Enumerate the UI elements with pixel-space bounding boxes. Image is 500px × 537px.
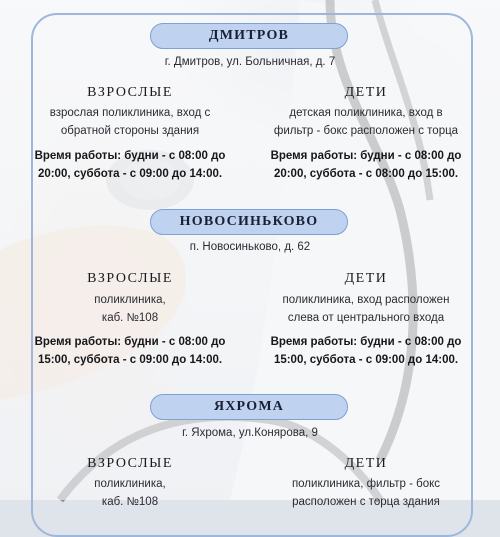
hours-line: 15:00, суббота - с 09:00 до 14:00. xyxy=(273,354,459,366)
note-line: поликлиника, фильтр - бокс xyxy=(291,478,441,490)
hours-line: Время работы: будни - с 08:00 до xyxy=(270,150,462,162)
section-title-dmitrov: ДМИТРОВ xyxy=(150,23,348,49)
note-line: детская поликлиника, вход в xyxy=(289,107,443,119)
hours-line: Время работы: будни - с 08:00 до xyxy=(34,336,226,348)
adults-hours xyxy=(20,333,240,369)
kids-hours xyxy=(256,333,476,369)
kids-title: ДЕТИ xyxy=(344,271,388,286)
hours-line: 20:00, суббота - с 09:00 до 14:00. xyxy=(37,168,223,180)
kids-title: ДЕТИ xyxy=(344,456,388,471)
hours-line: 15:00, суббота - с 09:00 до 14:00. xyxy=(37,354,223,366)
address-yakhroma: г. Яхрома, ул.Конярова, 9 xyxy=(182,427,318,439)
section-title-yakhroma: ЯХРОМА xyxy=(150,394,348,420)
kids-note xyxy=(256,104,476,140)
hours-line: 20:00, суббота - с 08:00 до 15:00. xyxy=(273,168,459,180)
note-line: фильтр - бокс расположен с торца xyxy=(273,125,459,137)
kids-title: ДЕТИ xyxy=(344,85,388,100)
adults-title: ВЗРОСЛЫЕ xyxy=(87,85,173,100)
note-line: поликлиника, вход расположен xyxy=(282,294,450,306)
address-dmitrov: г. Дмитров, ул. Больничная, д. 7 xyxy=(164,56,336,68)
adults-note xyxy=(20,475,240,511)
adults-note xyxy=(20,104,240,140)
note-line: расположен с торца здания xyxy=(292,496,440,508)
note-line: слева от центрального входа xyxy=(287,312,445,324)
adults-title: ВЗРОСЛЫЕ xyxy=(87,456,173,471)
section-title-novosinkovo: НОВОСИНЬКОВО xyxy=(150,209,348,235)
note-line: каб. №108 xyxy=(101,312,159,324)
adults-hours xyxy=(20,147,240,183)
adults-note xyxy=(20,291,240,327)
address-novosinkovo: п. Новосиньково, д. 62 xyxy=(189,241,311,253)
kids-note xyxy=(256,475,476,511)
kids-hours xyxy=(256,147,476,183)
note-line: поликлиника, xyxy=(94,294,166,306)
hours-line: Время работы: будни - с 08:00 до xyxy=(270,336,462,348)
kids-note xyxy=(256,291,476,327)
note-line: поликлиника, xyxy=(94,478,166,490)
note-line: взрослая поликлиника, вход с xyxy=(49,107,211,119)
hours-line: Время работы: будни - с 08:00 до xyxy=(34,150,226,162)
note-line: обратной стороны здания xyxy=(60,125,200,137)
note-line: каб. №108 xyxy=(101,496,159,508)
adults-title: ВЗРОСЛЫЕ xyxy=(87,271,173,286)
